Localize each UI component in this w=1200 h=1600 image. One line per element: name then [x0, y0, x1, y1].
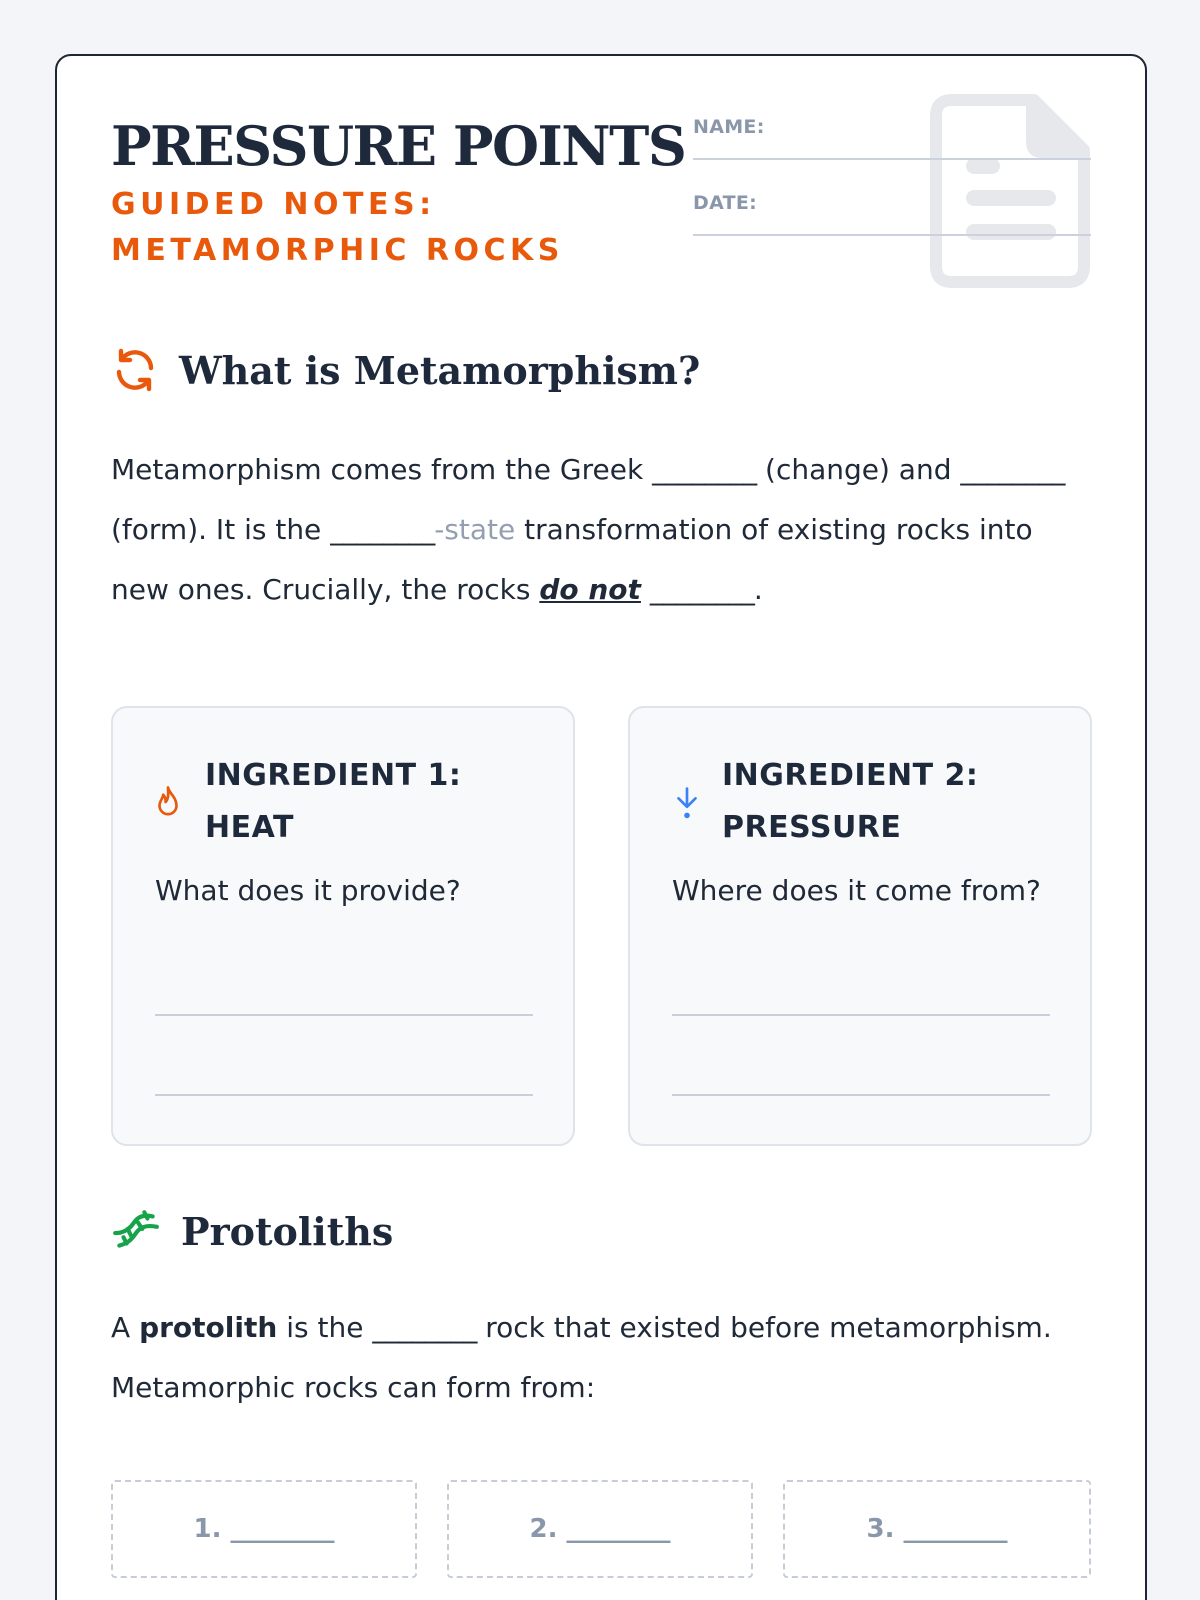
- protolith-option-box[interactable]: [447, 1480, 753, 1578]
- card-title: [722, 750, 978, 854]
- card-ingredient-pressure: [628, 706, 1092, 1146]
- answer-line[interactable]: [155, 1014, 533, 1016]
- card-header: [153, 750, 461, 854]
- card-title-line-1: INGREDIENT 1:: [205, 758, 462, 793]
- blank-parent[interactable]: ________: [372, 1311, 477, 1344]
- date-label: DATE:: [693, 192, 758, 214]
- card-header: [674, 750, 978, 854]
- term-protolith: protolith: [139, 1311, 278, 1344]
- card-question: What does it provide?: [155, 874, 461, 907]
- arrow-down-icon: [674, 785, 700, 819]
- text-segment: rock that existed before metamorphism. Metamorphic rocks can form from:: [111, 1311, 1052, 1404]
- text-segment: A: [111, 1311, 131, 1344]
- dna-icon: [111, 1206, 161, 1256]
- blank-melt[interactable]: ________: [649, 573, 754, 606]
- card-question: Where does it come from?: [672, 874, 1041, 907]
- emphasis-do-not: do not: [539, 573, 641, 606]
- date-field[interactable]: [693, 192, 1091, 236]
- protolith-option-box[interactable]: [783, 1480, 1091, 1578]
- card-title-line-2: PRESSURE: [722, 810, 902, 845]
- section-heading: What is Metamorphism?: [179, 347, 701, 393]
- text-segment: (change) and: [765, 453, 952, 486]
- answer-line[interactable]: [672, 1014, 1050, 1016]
- protolith-option-box[interactable]: [111, 1480, 417, 1578]
- section-metamorphism-header: [111, 346, 700, 394]
- section-heading: Protoliths: [181, 1208, 394, 1254]
- flame-icon: [153, 785, 183, 819]
- card-title-line-2: HEAT: [205, 810, 294, 845]
- refresh-icon: [111, 346, 159, 394]
- page-title: PRESSURE POINTS: [111, 114, 686, 178]
- card-ingredient-heat: [111, 706, 575, 1146]
- text-segment: (form). It is the: [111, 513, 322, 546]
- text-segment: transformation of existing rocks into new ones. Crucially, the rocks: [111, 513, 1033, 606]
- option-label: 2. ________: [529, 1514, 671, 1544]
- subtitle-line-2: METAMORPHIC ROCKS: [111, 233, 564, 268]
- metamorphism-paragraph: [111, 440, 1096, 620]
- worksheet-sheet: [55, 54, 1147, 1600]
- card-title: [205, 750, 461, 854]
- page-subtitle: [111, 182, 564, 274]
- text-segment: .: [753, 573, 763, 606]
- name-field[interactable]: [693, 116, 1091, 160]
- section-protoliths-header: [111, 1206, 393, 1256]
- option-label: 1. ________: [193, 1514, 335, 1544]
- answer-line[interactable]: [155, 1094, 533, 1096]
- name-label: NAME:: [693, 116, 765, 138]
- state-suffix: -state: [434, 513, 516, 546]
- text-segment: is the: [286, 1311, 364, 1344]
- blank-state[interactable]: ________: [330, 513, 435, 546]
- blank-greek-form[interactable]: ________: [960, 453, 1065, 486]
- card-title-line-1: INGREDIENT 2:: [722, 758, 979, 793]
- subtitle-line-1: GUIDED NOTES:: [111, 187, 436, 222]
- option-label: 3. ________: [866, 1514, 1008, 1544]
- text-segment: Metamorphism comes from the Greek: [111, 453, 644, 486]
- blank-greek-change[interactable]: ________: [652, 453, 757, 486]
- answer-line[interactable]: [672, 1094, 1050, 1096]
- protolith-paragraph: [111, 1298, 1096, 1418]
